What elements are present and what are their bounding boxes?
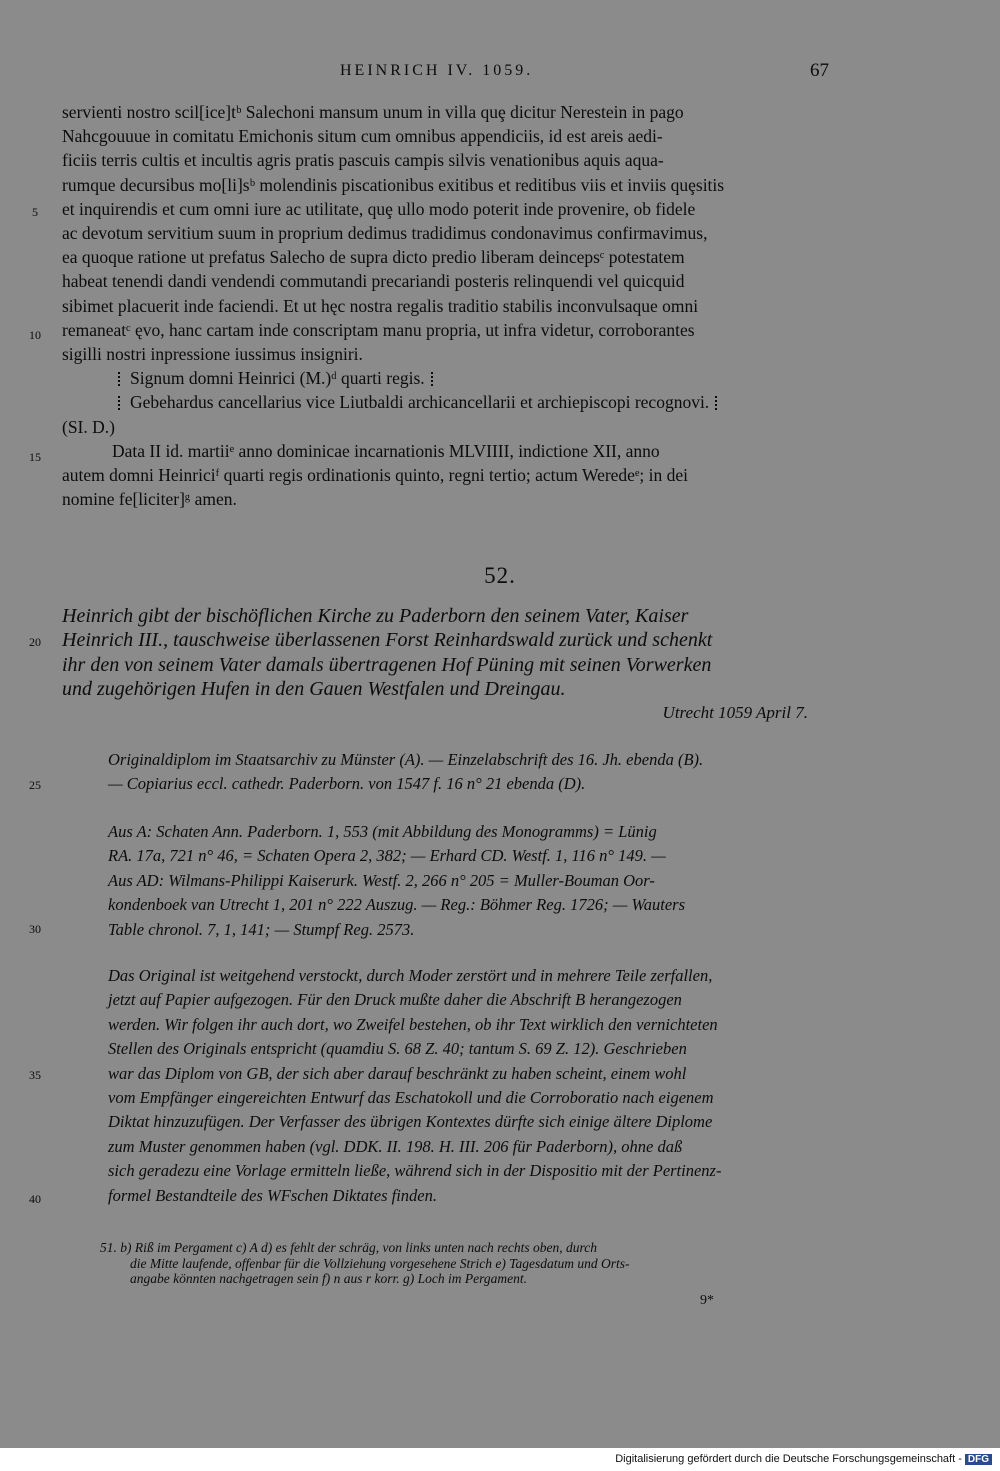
text-line: sigilli nostri inpressione iussimus insigniri. (62, 344, 363, 365)
charter-text (62, 100, 830, 511)
text-line: ficiis terris cultis et incultis agris pratis pascuis campis silvis venationibus aquis aqua- (62, 150, 664, 171)
commentary-line: war das Diplom von GB, der sich aber darauf beschränkt zu haben scheint, einem wohl (108, 1063, 687, 1083)
text-line: habeat tenendi dandi vendendi commutandi precariandi posteris relinquendi vel quicquid (62, 271, 685, 292)
chrismon-mark (118, 396, 124, 410)
footnote-line: angabe könnten nachgetragen sein f) n aus r korr. g) Loch im Pergament. (130, 1271, 527, 1286)
running-title: HEINRICH IV. 1059. (340, 62, 534, 79)
running-head (0, 60, 1000, 86)
line-number: 30 (29, 922, 41, 936)
editions-line: kondenboek van Utrecht 1, 201 n° 222 Auszug. — Reg.: Böhmer Reg. 1726; — Wauters (108, 895, 685, 915)
editions-line: RA. 17a, 721 n° 46, = Schaten Opera 2, 382; — Erhard CD. Westf. 1, 116 n° 149. — (108, 846, 666, 866)
dfg-logo: DFG (965, 1454, 992, 1465)
summary-line: ihr den von seinem Vater damals übertragenen Hof Püning mit seinen Vorwerken (62, 653, 712, 676)
regest-summary (62, 604, 830, 725)
text-line: ea quoque ratione ut prefatus Salecho de supra dicto predio liberam deincepsᶜ potestatem (62, 247, 685, 268)
signature-mark: 9* (700, 1293, 714, 1308)
footnotes (100, 1240, 830, 1287)
data-line: Data II id. martiiᵉ anno dominicae incarnationis MLVIIII, indictione XII, anno (112, 440, 660, 461)
chrismon-mark (431, 372, 437, 386)
commentary-line: Diktat hinzuzufügen. Der Verfasser des übrigen Kontextes dürfte sich einige ältere Diplome (108, 1112, 713, 1132)
commentary-line: sich geradezu eine Vorlage ermitteln ließe, während sich in der Dispositio mit der Pertinenz- (108, 1161, 722, 1181)
summary-line: Heinrich gibt der bischöflichen Kirche zu Paderborn den seinem Vater, Kaiser (62, 605, 689, 627)
page-number: 67 (810, 60, 829, 81)
data-line: nomine fe[liciter]ᵍ amen. (62, 489, 237, 510)
signum-line: Signum domni Heinrici (M.)ᵈ quarti regis. (62, 366, 830, 390)
sources-block (108, 748, 830, 797)
commentary-block (108, 964, 830, 1208)
text-line: sibimet placuerit inde faciendi. Et ut hęc nostra regalis traditio stabilis inconvulsaque omni (62, 295, 699, 316)
summary-date: Utrecht 1059 April 7. (662, 703, 808, 723)
commentary-line: vom Empfänger eingereichten Entwurf das Eschatokoll und die Corroboratio nach eigenem (108, 1088, 714, 1108)
sources-line: Originaldiplom im Staatsarchiv zu Münster (A). — Einzelabschrift des 16. Jh. ebenda (B). (108, 750, 704, 769)
line-number: 25 (29, 778, 41, 792)
editions-line: Aus A: Schaten Ann. Paderborn. 1, 553 (mit Abbildung des Monogramms) = Lünig (108, 822, 657, 841)
line-number: 5 (32, 205, 38, 219)
summary-line: Heinrich III., tauschweise überlassenen Forst Reinhardswald zurück und schenkt (62, 629, 713, 652)
footnote-line: 51. b) Riß im Pergament c) A d) es fehlt der schräg, von links unten nach rechts oben, durch (100, 1240, 598, 1255)
seal-line: (SI. D.) (62, 416, 115, 437)
dfg-notice: Digitalisierung gefördert durch die Deutsche Forschungsgemeinschaft - DFG (615, 1453, 992, 1465)
text-line: ac devotum servitium suum in proprium dedimus tradidimus condonavimus confirmavimus, (62, 223, 708, 244)
commentary-line: formel Bestandteile des WFschen Diktates finden. (108, 1185, 438, 1205)
text-line: remaneatᶜ ęvo, hanc cartam inde conscriptam manu propria, ut infra videtur, corroborantes (62, 319, 695, 340)
sources-line: — Copiarius eccl. cathedr. Paderborn. von 1547 f. 16 n° 21 ebenda (D). (108, 774, 586, 794)
commentary-line: Stellen des Originals entspricht (quamdiu S. 68 Z. 40; tantum S. 69 Z. 12). Geschrieben (108, 1039, 687, 1059)
line-number: 20 (29, 635, 41, 649)
text-line: et inquirendis et cum omni iure ac utilitate, quȩ ullo modo poterit inde provenire, ob fidele (62, 198, 696, 219)
document-number: 52. (484, 563, 516, 588)
summary-line: und zugehörigen Hufen in den Gauen Westfalen und Dreingau. (62, 677, 566, 700)
line-number: 15 (29, 450, 41, 464)
line-number: 10 (29, 328, 41, 342)
footnote-line: die Mitte laufende, offenbar für die Vollziehung vorgesehene Strich e) Tagesdatum und Orts- (130, 1255, 630, 1271)
text-line: rumque decursibus mo[li]sᵇ molendinis piscationibus exitibus et reditibus viis et inviis quȩsitis (62, 174, 725, 195)
commentary-line: Das Original ist weitgehend verstockt, durch Moder zerstört und in mehrere Teile zerfallen, (108, 966, 713, 985)
commentary-line: werden. Wir folgen ihr auch dort, wo Zweifel bestehen, ob ihr Text wirklich den vernichteten (108, 1014, 718, 1034)
data-line: autem domni Heinriciᶠ quarti regis ordinationis quinto, regni tertio; actum Weredeᵉ; in dei (62, 465, 689, 486)
commentary-line: jetzt auf Papier aufgezogen. Für den Druck mußte daher die Abschrift B herangezogen (108, 990, 682, 1010)
recognition-line: Gebehardus cancellarius vice Liutbaldi archicancellarii et archiepiscopi recognovi. (62, 390, 830, 414)
editions-line: Table chronol. 7, 1, 141; — Stumpf Reg. 2573. (108, 919, 415, 939)
chrismon-mark (118, 372, 124, 386)
commentary-line: zum Muster genommen haben (vgl. DDK. II. 198. H. III. 206 für Paderborn), ohne daß (108, 1136, 683, 1156)
line-number: 40 (29, 1192, 41, 1206)
text-line: Nahcgouuue in comitatu Emichonis situm cum omnibus appendiciis, id est areis aedi- (62, 126, 663, 147)
chrismon-mark (715, 396, 721, 410)
text-line: servienti nostro scil[ice]tᵇ Salechoni mansum unum in villa quȩ dicitur Nerestein in pago (62, 102, 684, 122)
editions-block (108, 820, 830, 942)
line-number: 35 (29, 1068, 41, 1082)
editions-line: Aus AD: Wilmans-Philippi Kaiserurk. Westf. 2, 266 n° 205 = Muller-Bouman Oor- (108, 870, 655, 890)
